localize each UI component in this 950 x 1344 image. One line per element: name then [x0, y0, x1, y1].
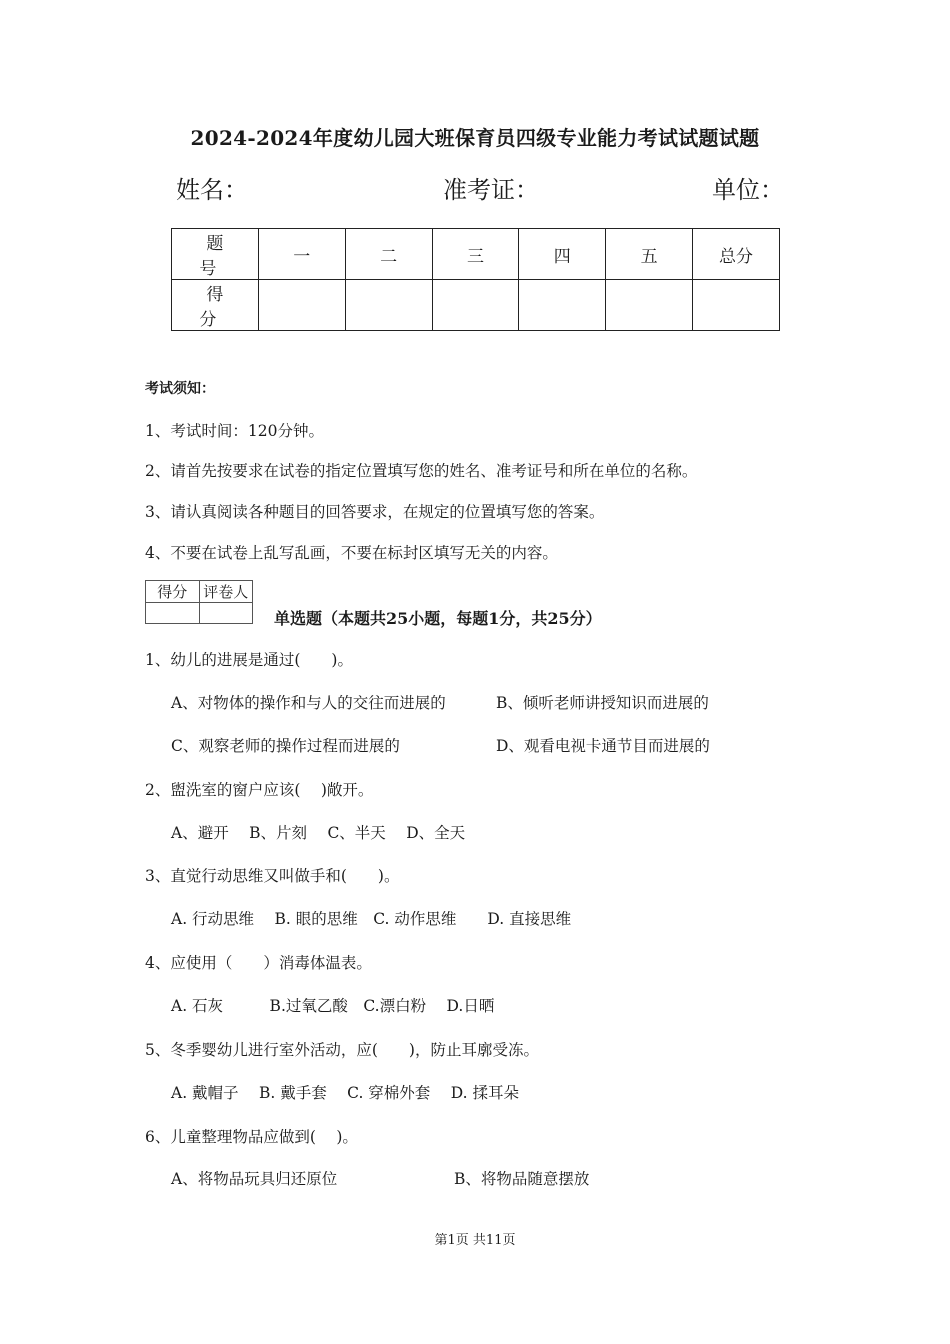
score-table-cell: 五: [606, 229, 693, 280]
score-input-cell: [693, 280, 780, 331]
page-footer: 第1页 共11页: [434, 1233, 516, 1248]
score-input-cell: [258, 280, 345, 331]
question-option: A、将物品玩具归还原位: [171, 1170, 338, 1188]
score-table-cell: 题 号: [172, 229, 259, 280]
question-options: A. 石灰 B.过氧乙酸 C.漂白粉 D.日晒: [171, 997, 495, 1015]
question-option: C、观察老师的操作过程而进展的: [171, 737, 400, 755]
score-input-cell: [345, 280, 432, 331]
notice-item: 1、考试时间：120分钟。: [145, 422, 324, 440]
question-option: A、对物体的操作和与人的交往而进展的: [171, 694, 446, 712]
grader-score-label: 得分: [146, 581, 200, 603]
question-stem: 2、盥洗室的窗户应该( )敞开。: [145, 781, 374, 799]
notice-item: 4、不要在试卷上乱写乱画，不要在标封区填写无关的内容。: [145, 544, 558, 562]
score-input-cell: [432, 280, 519, 331]
grader-name-cell: [199, 603, 253, 624]
exam-id-label: 准考证：: [443, 176, 539, 204]
grader-name-label: 评卷人: [199, 581, 253, 603]
grader-box: [145, 580, 253, 624]
question-stem: 6、儿童整理物品应做到( )。: [145, 1128, 358, 1146]
notice-item: 2、请首先按要求在试卷的指定位置填写您的姓名、准考证号和所在单位的名称。: [145, 462, 698, 480]
score-table-cell: 二: [345, 229, 432, 280]
score-table: [171, 228, 780, 331]
question-options: A. 戴帽子 B. 戴手套 C. 穿棉外套 D. 揉耳朵: [171, 1084, 519, 1102]
score-table-cell: 得 分: [172, 280, 259, 331]
question-option: B、倾听老师讲授知识而进展的: [496, 694, 709, 712]
score-input-cell: [606, 280, 693, 331]
question-options: A. 行动思维 B. 眼的思维 C. 动作思维 D. 直接思维: [171, 910, 572, 928]
question-option: D、观看电视卡通节目而进展的: [496, 737, 710, 755]
question-stem: 1、幼儿的进展是通过( )。: [145, 651, 353, 669]
section-title: 单选题（本题共25小题，每题1分，共25分）: [274, 609, 602, 628]
score-table-score-row: [172, 280, 780, 331]
grader-score-cell: [146, 603, 200, 624]
score-table-header-row: [172, 229, 780, 280]
question-option: B、将物品随意摆放: [454, 1170, 590, 1188]
unit-label: 单位：: [712, 176, 784, 204]
question-stem: 5、冬季婴幼儿进行室外活动，应( )，防止耳廓受冻。: [145, 1041, 539, 1059]
exam-title: 2024-2024年度幼儿园大班保育员四级专业能力考试试题试题: [190, 126, 760, 150]
score-input-cell: [519, 280, 606, 331]
score-table-cell: 总分: [693, 229, 780, 280]
notice-heading: 考试须知：: [145, 381, 215, 397]
name-label: 姓名：: [176, 176, 248, 204]
question-stem: 3、直觉行动思维又叫做手和( )。: [145, 867, 400, 885]
score-table-cell: 四: [519, 229, 606, 280]
score-table-cell: 三: [432, 229, 519, 280]
notice-item: 3、请认真阅读各种题目的回答要求，在规定的位置填写您的答案。: [145, 503, 605, 521]
question-stem: 4、应使用（ ）消毒体温表。: [145, 954, 372, 972]
question-options: A、避开 B、片刻 C、半天 D、全天: [171, 824, 466, 842]
score-table-cell: 一: [258, 229, 345, 280]
